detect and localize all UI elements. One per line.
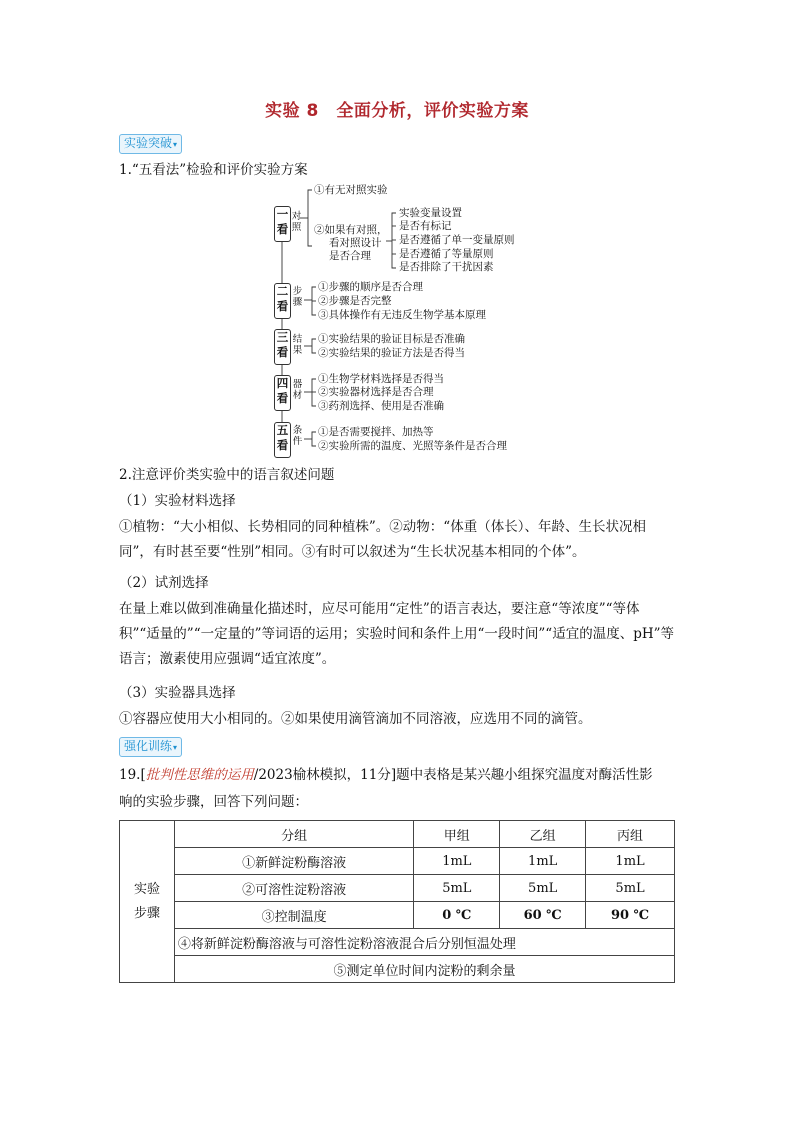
section-tag-training: [119, 737, 182, 757]
question-tag: 批判性思维的运用: [145, 767, 254, 783]
subsection-2-text: 在量上难以做到准确量化描述时，应尽可能用“定性”的语言表达，要注意“等浓度”“等体积”“适量的”“一定量的”等词语的运用；实验时间和条件上用“一段时间”“适宜的温度、pH”等语言；激素使用应强调“适宜浓度”。: [119, 601, 675, 667]
look-two-box: 二看: [274, 283, 291, 319]
table-cell: 0 ℃: [414, 902, 500, 929]
table-cell: 1mL: [414, 848, 500, 875]
look-four-box: 四看: [274, 375, 291, 411]
look-one-sub-1: 实验变量设置: [399, 207, 462, 219]
table-row: [120, 821, 675, 848]
look-five-item-2: ②实验所需的温度、光照等条件是否合理: [318, 440, 507, 452]
question-source-bracket: [: [140, 767, 146, 783]
subsection-3-text: ①容器应使用大小相同的。②如果使用滴管滴加不同溶液，应选用不同的滴管。: [119, 711, 592, 727]
question-19-line1: [119, 765, 653, 785]
table-side-line1: 实验: [133, 881, 160, 897]
look-two-item-3: ③具体操作有无违反生物学基本原理: [318, 309, 486, 321]
table-step5-cell: ⑤测定单位时间内淀粉的剩余量: [174, 956, 674, 983]
section-tag-label: 实验突破: [124, 136, 173, 150]
table-row: [120, 875, 675, 902]
look-one-item-b1: ②如果有对照，: [314, 224, 388, 236]
question-number: 19.: [119, 767, 141, 783]
look-one-sub-5: 是否排除了干扰因素: [399, 261, 494, 273]
table-cell: 1mL: [500, 848, 586, 875]
look-three-box: 三看: [274, 329, 291, 365]
table-header-cell: 甲组: [414, 821, 500, 848]
look-three-label: 结果: [292, 334, 303, 356]
chevron-down-icon: ▾: [173, 743, 178, 752]
look-one-label: 对照: [291, 211, 302, 233]
look-one-item-a: ①有无对照实验: [314, 184, 388, 196]
table-step4-cell: ④将新鲜淀粉酶溶液与可溶性淀粉溶液混合后分别恒温处理: [174, 929, 674, 956]
look-one-box: 一看: [274, 206, 291, 242]
look-two-item-2: ②步骤是否完整: [318, 295, 392, 307]
table-side-cell: [120, 821, 175, 983]
table-cell: 5mL: [586, 875, 675, 902]
question-source: /2023榆林模拟，11分]: [253, 767, 397, 783]
table-row: [120, 956, 675, 983]
table-cell: 1mL: [586, 848, 675, 875]
look-three-item-1: ①实验结果的验证目标是否准确: [318, 333, 465, 345]
section-tag-label: 强化训练: [124, 739, 173, 753]
look-one-sub-3: 是否遵循了单一变量原则: [399, 234, 515, 246]
look-four-label: 器材: [292, 379, 303, 401]
table-header-cell: 丙组: [586, 821, 675, 848]
table-header-cell: 分组: [174, 821, 413, 848]
subsection-3-title: （3）实验器具选择: [119, 685, 236, 701]
look-four-item-2: ②实验器材选择是否合理: [318, 386, 434, 398]
look-four-item-3: ③药剂选择、使用是否准确: [318, 400, 444, 412]
table-cell: ①新鲜淀粉酶溶液: [174, 848, 413, 875]
table-side-line2: 步骤: [133, 905, 160, 921]
chevron-down-icon: ▾: [173, 140, 178, 149]
table-row: [120, 902, 675, 929]
look-two-item-1: ①步骤的顺序是否合理: [318, 281, 423, 293]
question-19-line2: 响的实验步骤，回答下列问题：: [119, 794, 308, 810]
subsection-1-text: ①植物：“大小相似、长势相同的同种植株”。②动物：“体重（体长）、年龄、生长状况相同”，有时甚至要“性别”相同。③有时可以叙述为“生长状况基本相同的个体”。: [119, 519, 646, 560]
table-header-cell: 乙组: [500, 821, 586, 848]
section1-heading: 1.“五看法”检验和评价实验方案: [119, 162, 308, 178]
experiment-table: [119, 820, 675, 983]
look-three-item-2: ②实验结果的验证方法是否得当: [318, 347, 465, 359]
subsection-2-title: （2）试剂选择: [119, 575, 209, 591]
table-cell: ②可溶性淀粉溶液: [174, 875, 413, 902]
table-row: [120, 848, 675, 875]
look-five-item-1: ①是否需要搅拌、加热等: [318, 426, 434, 438]
table-cell: 5mL: [414, 875, 500, 902]
question-text-1: 题中表格是某兴趣小组探究温度对酶活性影: [396, 767, 653, 783]
look-five-box: 五看: [274, 422, 291, 458]
look-one-item-b2: 看对照设计: [329, 237, 382, 249]
look-one-item-b3: 是否合理: [329, 250, 371, 262]
subsection-1-title: （1）实验材料选择: [119, 493, 236, 509]
table-cell: 60 ℃: [500, 902, 586, 929]
table-row: [120, 929, 675, 956]
table-cell: 90 ℃: [586, 902, 675, 929]
look-four-item-1: ①生物学材料选择是否得当: [318, 373, 444, 385]
look-two-label: 步骤: [292, 286, 303, 308]
look-one-sub-4: 是否遵循了等量原则: [399, 248, 494, 260]
table-cell: ③控制温度: [174, 902, 413, 929]
section2-heading: 2.注意评价类实验中的语言叙述问题: [119, 467, 335, 483]
look-one-sub-2: 是否有标记: [399, 220, 452, 232]
page-title: 实验 8 全面分析，评价实验方案: [265, 101, 529, 121]
look-five-label: 条件: [292, 425, 303, 447]
table-cell: 5mL: [500, 875, 586, 902]
